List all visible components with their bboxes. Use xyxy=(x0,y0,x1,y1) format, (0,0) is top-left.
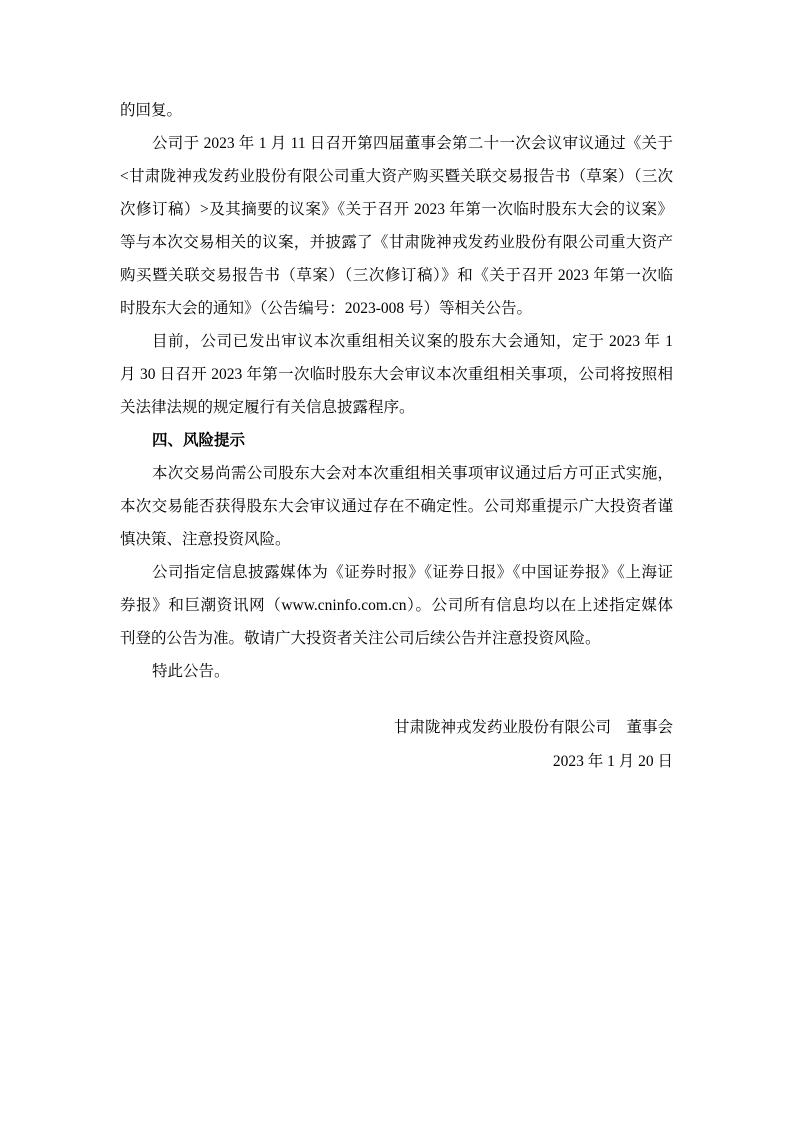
paragraph-line: 关法律法规的规定履行有关信息披露程序。 xyxy=(120,399,415,416)
paragraph-line: 目前，公司已发出审议本次重组相关议案的股东大会通知，定于 2023 年 1 xyxy=(152,333,673,350)
paragraph-line: 本次交易尚需公司股东大会对本次重组相关事项审议通过后方可正式实施， xyxy=(152,465,673,482)
paragraph xyxy=(120,94,673,127)
paragraph xyxy=(120,556,673,655)
paragraph-line: 月 30 日召开 2023 年第一次临时股东大会审议本次重组相关事项，公司将按照相 xyxy=(120,366,673,383)
paragraph-line: 特此公告。 xyxy=(152,663,230,680)
paragraph-line: 等与本次交易相关的议案，并披露了《甘肃陇神戎发药业股份有限公司重大资产 xyxy=(120,234,673,251)
paragraph-line: 公司于 2023 年 1 月 11 日召开第四届董事会第二十一次会议审议通过《关于 xyxy=(152,135,673,152)
paragraph xyxy=(120,325,673,424)
paragraph-line: 的回复。 xyxy=(120,102,183,119)
signature-block xyxy=(120,711,673,779)
document-body xyxy=(120,94,673,779)
paragraph-line: <甘肃陇神戎发药业股份有限公司重大资产购买暨关联交易报告书（草案）（三次 xyxy=(120,168,673,185)
paragraph xyxy=(120,655,673,688)
paragraph xyxy=(120,127,673,325)
paragraph-line: 刊登的公告为准。敬请广大投资者关注公司后续公告并注意投资风险。 xyxy=(120,630,601,647)
paragraph xyxy=(120,457,673,556)
paragraph-line: 购买暨关联交易报告书（草案）（三次修订稿）》和《关于召开 2023 年第一次临 xyxy=(120,267,673,284)
signature-date: 2023 年 1 月 20 日 xyxy=(552,753,673,770)
paragraph-line: 时股东大会的通知》（公告编号：2023-008 号）等相关公告。 xyxy=(120,300,533,317)
paragraph-line: 本次交易能否获得股东大会审议通过存在不确定性。公司郑重提示广大投资者谨 xyxy=(120,498,673,515)
signature-company: 甘肃陇神戎发药业股份有限公司 董事会 xyxy=(393,719,673,736)
section-heading-risk-notice xyxy=(120,424,673,457)
paragraph-line: 公司指定信息披露媒体为《证券时报》《证券日报》《中国证券报》《上海证 xyxy=(152,564,673,581)
paragraph-line: 券报》和巨潮资讯网（www.cninfo.com.cn）。公司所有信息均以在上述指定媒体 xyxy=(120,597,673,614)
paragraph-line: 次修订稿）>及其摘要的议案》《关于召开 2023 年第一次临时股东大会的议案》 xyxy=(120,201,673,218)
heading-text: 四、风险提示 xyxy=(152,432,246,449)
paragraph-line: 慎决策、注意投资风险。 xyxy=(120,531,291,548)
